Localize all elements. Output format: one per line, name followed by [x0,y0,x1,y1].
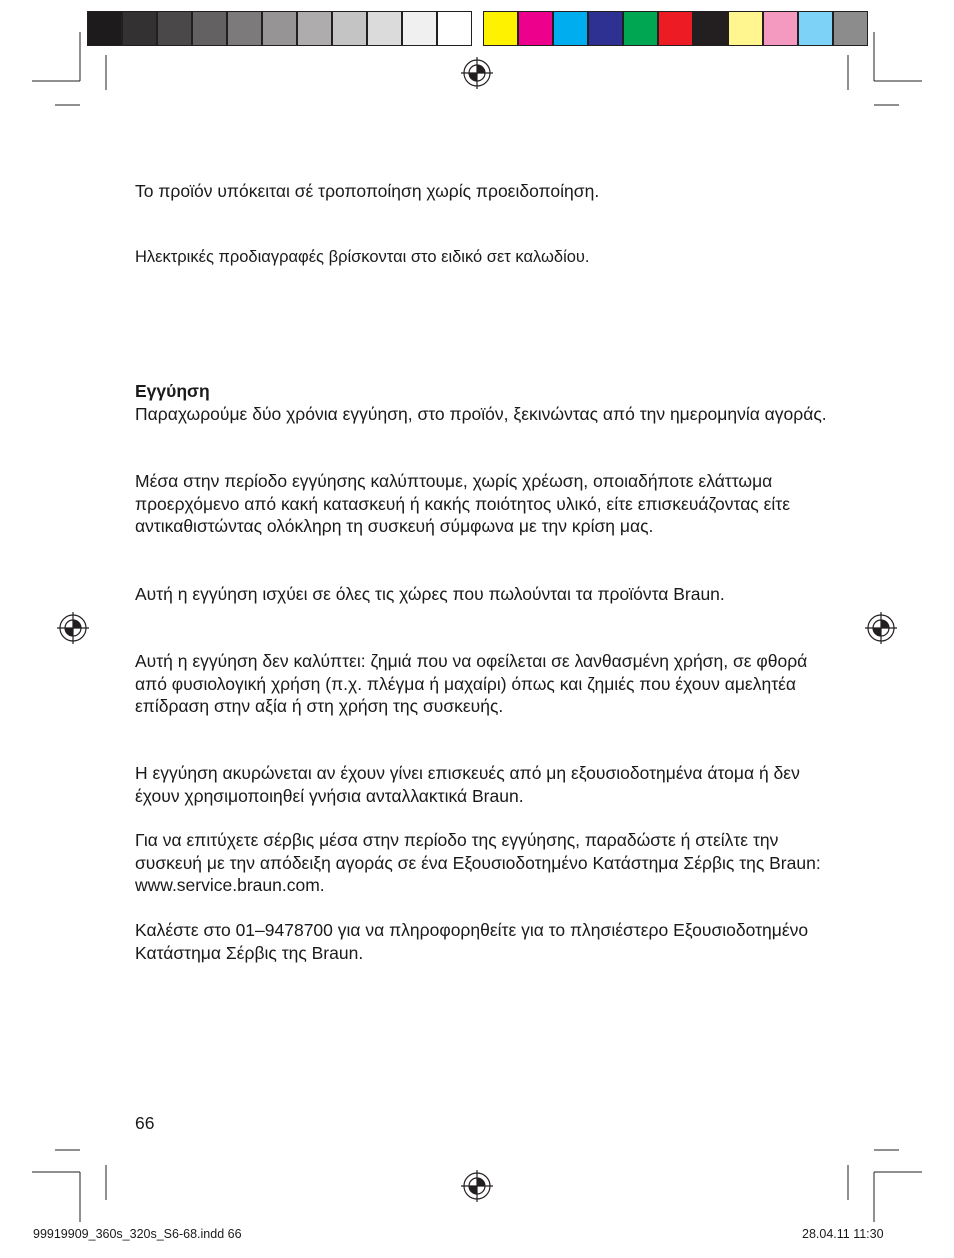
gray-swatch [87,11,122,46]
gray-swatch [192,11,227,46]
gray-swatch [367,11,402,46]
warranty-paragraph: Αυτή η εγγύηση ισχύει σε όλες τις χώρες που πωλούνται τα προϊόντα Braun. [135,584,725,604]
gray-swatch [332,11,367,46]
file-slug: 99919909_360s_320s_S6-68.indd 66 [33,1227,242,1241]
warranty-paragraph: Παραχωρούμε δύο χρόνια εγγύηση, στο προϊόν, ξεκινώντας από την ημερομηνία αγοράς. [135,403,827,424]
date-slug: 28.04.11 11:30 [802,1227,884,1241]
gray-swatch [262,11,297,46]
warranty-paragraph: Η εγγύηση ακυρώνεται αν έχουν γίνει επισκευές από μη εξουσιοδοτημένα άτομα ή δεν έχουν χρησιμοποιηθεί γνήσια ανταλλακτικά Braun. [135,763,800,806]
color-calibration-bar [0,0,954,60]
process-color-swatch [623,11,658,46]
gray-swatch [157,11,192,46]
warranty-paragraph: Μέσα στην περίοδο εγγύησης καλύπτουμε, χωρίς χρέωση, οποιαδήποτε ελάττωμα προερχόμενο από κακή κατασκευή ή κακής ποιότητος υλικό, είτε επισκευάζοντας είτε αντικαθιστώντας ολόκληρη τη συσκευή σύμφωνα με την κρίση μας. [135,471,791,536]
warranty-paragraph: Για να επιτύχετε σέρβις μέσα στην περίοδο της εγγύησης, παραδώστε ή στείλτε την συσκευή με την απόδειξη αγοράς σε ένα Εξουσιοδοτημένο Κατάστημα Σέρβις της Braun: www.service.braun.com. [135,830,821,895]
warranty-heading: Εγγύηση [135,381,210,401]
electrical-notice: Ηλεκτρικές προδιαγραφές βρίσκονται στο ειδικό σετ καλωδίου. [135,248,590,266]
process-color-swatch [553,11,588,46]
gray-swatch [297,11,332,46]
process-color-swatch [588,11,623,46]
gray-swatch [122,11,157,46]
process-color-swatch [728,11,763,46]
process-color-swatch [483,11,518,46]
modification-notice: Το προϊόν υπόκειται σέ τροποποίηση χωρίς προειδοποίηση. [135,181,600,201]
gray-swatch [437,11,472,46]
process-color-swatch [833,11,868,46]
process-color-swatch [658,11,693,46]
process-color-swatch [693,11,728,46]
warranty-paragraph: Καλέστε στο 01–9478700 για να πληροφορηθείτε για το πλησιέστερο Εξουσιοδοτημένο Κατάστημα Σέρβις της Braun. [135,920,809,963]
gray-swatch [402,11,437,46]
gray-swatch [227,11,262,46]
process-color-swatch [518,11,553,46]
process-color-swatch [763,11,798,46]
warranty-section [135,380,835,425]
page-number: 66 [135,1113,155,1133]
warranty-paragraph: Αυτή η εγγύηση δεν καλύπτει: ζημιά που να οφείλεται σε λανθασμένη χρήση, σε φθορά από φυσιολογική χρήση (π.χ. πλέγμα ή μαχαίρι) όπως και ζημιές που έχουν αμελητέα επίδραση στην αξία ή στη χρήση της συσκευής. [135,651,808,716]
process-color-swatch [798,11,833,46]
